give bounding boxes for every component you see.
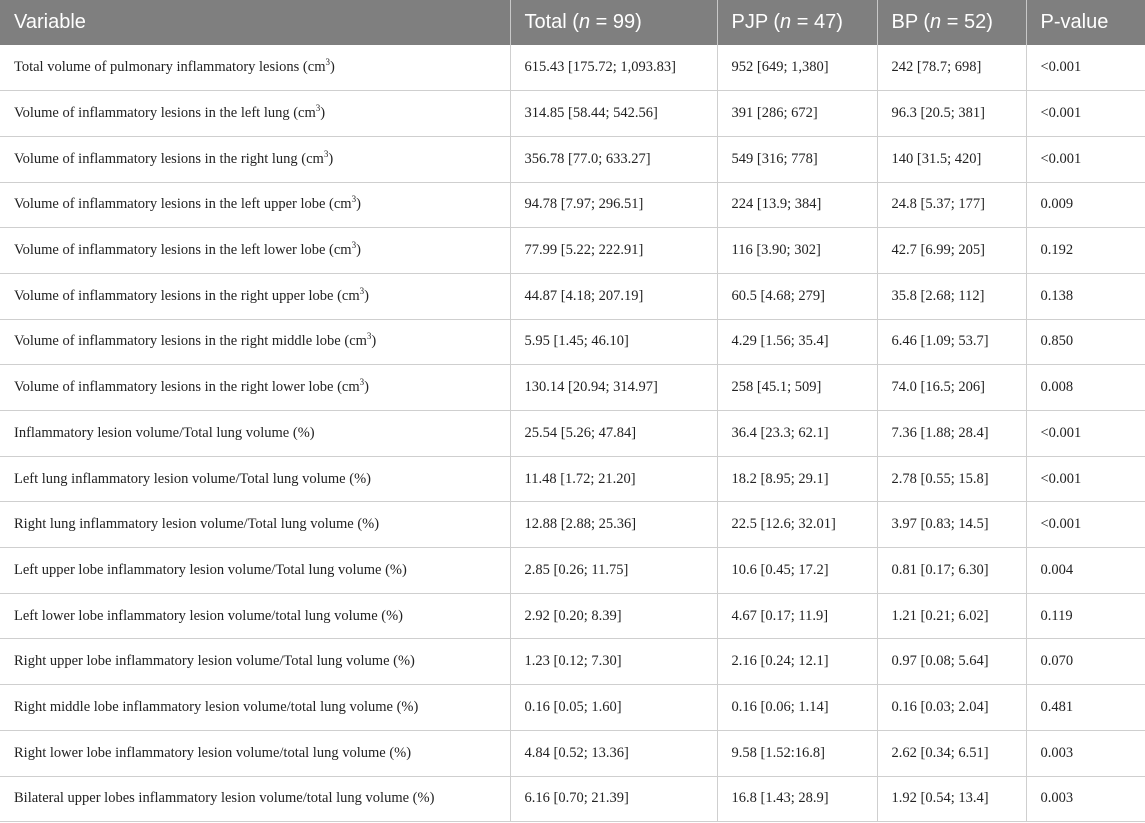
bp-cell: 3.97 [0.83; 14.5] bbox=[877, 502, 1026, 548]
variable-cell bbox=[0, 593, 510, 639]
pvalue-cell: 0.192 bbox=[1026, 228, 1145, 274]
variable-label: Bilateral upper lobes inflammatory lesion volume/total lung volume (%) bbox=[14, 790, 435, 807]
pvalue-cell: <0.001 bbox=[1026, 411, 1145, 457]
pjp-cell: 952 [649; 1,380] bbox=[717, 45, 877, 91]
variable-cell bbox=[0, 456, 510, 502]
total-cell: 356.78 [77.0; 633.27] bbox=[510, 136, 717, 182]
header-variable: Variable bbox=[0, 0, 510, 45]
variable-label: Right lung inflammatory lesion volume/Total lung volume (%) bbox=[14, 516, 380, 533]
total-cell: 6.16 [0.70; 21.39] bbox=[510, 776, 717, 822]
bp-cell: 1.21 [0.21; 6.02] bbox=[877, 593, 1026, 639]
variable-cell bbox=[0, 136, 510, 182]
pjp-cell: 18.2 [8.95; 29.1] bbox=[717, 456, 877, 502]
table-header bbox=[0, 0, 1145, 45]
variable-cell bbox=[0, 365, 510, 411]
unit-superscript: 3 bbox=[359, 285, 365, 296]
bp-cell: 2.78 [0.55; 15.8] bbox=[877, 456, 1026, 502]
table-row bbox=[0, 411, 1145, 457]
unit-superscript: 3 bbox=[351, 240, 357, 251]
pvalue-cell: 0.070 bbox=[1026, 639, 1145, 685]
table-row bbox=[0, 91, 1145, 137]
header-pjp-post: = 47) bbox=[791, 11, 843, 33]
unit-superscript: 3 bbox=[315, 103, 321, 114]
bp-cell: 6.46 [1.09; 53.7] bbox=[877, 319, 1026, 365]
variable-label-tail: ) bbox=[364, 379, 369, 396]
total-cell: 2.92 [0.20; 8.39] bbox=[510, 593, 717, 639]
table-row bbox=[0, 182, 1145, 228]
total-cell: 0.16 [0.05; 1.60] bbox=[510, 685, 717, 731]
bp-cell: 24.8 [5.37; 177] bbox=[877, 182, 1026, 228]
variable-label: Volume of inflammatory lesions in the right lower lobe (cm bbox=[14, 379, 360, 396]
unit-superscript: 3 bbox=[323, 148, 329, 159]
pvalue-cell: 0.481 bbox=[1026, 685, 1145, 731]
unit-superscript: 3 bbox=[325, 57, 330, 68]
variable-label-tail: ) bbox=[356, 196, 361, 213]
table-row bbox=[0, 136, 1145, 182]
total-cell: 130.14 [20.94; 314.97] bbox=[510, 365, 717, 411]
header-pjp bbox=[717, 0, 877, 45]
variable-label-tail: ) bbox=[364, 287, 369, 304]
variable-label: Right upper lobe inflammatory lesion volume/Total lung volume (%) bbox=[14, 653, 415, 670]
bp-cell: 140 [31.5; 420] bbox=[877, 136, 1026, 182]
bp-cell: 96.3 [20.5; 381] bbox=[877, 91, 1026, 137]
pvalue-cell: <0.001 bbox=[1026, 45, 1145, 91]
table-row bbox=[0, 502, 1145, 548]
pvalue-cell: 0.850 bbox=[1026, 319, 1145, 365]
table-row bbox=[0, 365, 1145, 411]
pjp-cell: 16.8 [1.43; 28.9] bbox=[717, 776, 877, 822]
pjp-cell: 22.5 [12.6; 32.01] bbox=[717, 502, 877, 548]
variable-label-tail: ) bbox=[371, 333, 377, 350]
total-cell: 44.87 [4.18; 207.19] bbox=[510, 273, 717, 319]
total-cell: 12.88 [2.88; 25.36] bbox=[510, 502, 717, 548]
header-pvalue: P-value bbox=[1040, 11, 1109, 33]
variable-label: Volume of inflammatory lesions in the left upper lobe (cm bbox=[14, 196, 352, 213]
total-cell: 2.85 [0.26; 11.75] bbox=[510, 548, 717, 594]
pjp-cell: 116 [3.90; 302] bbox=[717, 228, 877, 274]
variable-label: Volume of inflammatory lesions in the left lower lobe (cm bbox=[14, 242, 352, 259]
header-bp bbox=[877, 0, 1026, 45]
bp-cell: 0.16 [0.03; 2.04] bbox=[877, 685, 1026, 731]
pjp-cell: 36.4 [23.3; 62.1] bbox=[717, 411, 877, 457]
variable-cell bbox=[0, 273, 510, 319]
variable-label-tail: ) bbox=[356, 242, 361, 259]
pvalue-cell: <0.001 bbox=[1026, 456, 1145, 502]
pvalue-cell: 0.138 bbox=[1026, 273, 1145, 319]
pjp-cell: 549 [316; 778] bbox=[717, 136, 877, 182]
pvalue-cell: <0.001 bbox=[1026, 91, 1145, 137]
variable-cell bbox=[0, 91, 510, 137]
total-cell: 94.78 [7.97; 296.51] bbox=[510, 182, 717, 228]
pjp-cell: 4.29 [1.56; 35.4] bbox=[717, 319, 877, 365]
total-cell: 77.99 [5.22; 222.91] bbox=[510, 228, 717, 274]
unit-superscript: 3 bbox=[366, 331, 372, 342]
table-row bbox=[0, 639, 1145, 685]
table-row bbox=[0, 548, 1145, 594]
pjp-cell: 9.58 [1.52:16.8] bbox=[717, 730, 877, 776]
variable-cell bbox=[0, 639, 510, 685]
header-row bbox=[0, 0, 1145, 45]
total-cell: 5.95 [1.45; 46.10] bbox=[510, 319, 717, 365]
bp-cell: 0.81 [0.17; 6.30] bbox=[877, 548, 1026, 594]
bp-cell: 7.36 [1.88; 28.4] bbox=[877, 411, 1026, 457]
variable-label: Volume of inflammatory lesions in the left lung (cm bbox=[14, 105, 316, 122]
header-total bbox=[510, 0, 717, 45]
pvalue-cell: 0.003 bbox=[1026, 730, 1145, 776]
total-cell: 615.43 [175.72; 1,093.83] bbox=[510, 45, 717, 91]
variable-label-tail: ) bbox=[329, 59, 335, 76]
header-total-n: n bbox=[578, 11, 591, 33]
table-row bbox=[0, 456, 1145, 502]
variable-label: Right lower lobe inflammatory lesion volume/total lung volume (%) bbox=[14, 744, 412, 761]
variable-cell bbox=[0, 411, 510, 457]
bp-cell: 35.8 [2.68; 112] bbox=[877, 273, 1026, 319]
pjp-cell: 0.16 [0.06; 1.14] bbox=[717, 685, 877, 731]
table-row bbox=[0, 776, 1145, 822]
table-row bbox=[0, 45, 1145, 91]
table-row bbox=[0, 319, 1145, 365]
pjp-cell: 391 [286; 672] bbox=[717, 91, 877, 137]
pvalue-cell: 0.004 bbox=[1026, 548, 1145, 594]
variable-cell bbox=[0, 776, 510, 822]
table-row bbox=[0, 730, 1145, 776]
pjp-cell: 4.67 [0.17; 11.9] bbox=[717, 593, 877, 639]
variable-label-tail: ) bbox=[320, 105, 326, 122]
table-row bbox=[0, 593, 1145, 639]
total-cell: 25.54 [5.26; 47.84] bbox=[510, 411, 717, 457]
pvalue-cell: 0.009 bbox=[1026, 182, 1145, 228]
variable-cell bbox=[0, 502, 510, 548]
variable-cell bbox=[0, 730, 510, 776]
table-row bbox=[0, 228, 1145, 274]
bp-cell: 2.62 [0.34; 6.51] bbox=[877, 730, 1026, 776]
header-bp-post: = 52) bbox=[941, 11, 993, 33]
bp-cell: 242 [78.7; 698] bbox=[877, 45, 1026, 91]
variable-cell bbox=[0, 319, 510, 365]
pvalue-cell: 0.003 bbox=[1026, 776, 1145, 822]
pvalue-cell: <0.001 bbox=[1026, 136, 1145, 182]
variable-label: Total volume of pulmonary inflammatory lesions (cm bbox=[14, 59, 326, 76]
pvalue-cell: <0.001 bbox=[1026, 502, 1145, 548]
pjp-cell: 10.6 [0.45; 17.2] bbox=[717, 548, 877, 594]
total-cell: 1.23 [0.12; 7.30] bbox=[510, 639, 717, 685]
pjp-cell: 2.16 [0.24; 12.1] bbox=[717, 639, 877, 685]
variable-label: Left lung inflammatory lesion volume/Total lung volume (%) bbox=[14, 470, 371, 487]
variable-label: Volume of inflammatory lesions in the right lung (cm bbox=[14, 150, 324, 167]
header-bp-n: n bbox=[930, 11, 942, 33]
table-body bbox=[0, 45, 1145, 822]
pjp-cell: 60.5 [4.68; 279] bbox=[717, 273, 877, 319]
pvalue-cell: 0.119 bbox=[1026, 593, 1145, 639]
bp-cell: 0.97 [0.08; 5.64] bbox=[877, 639, 1026, 685]
variable-cell bbox=[0, 45, 510, 91]
variable-label: Right middle lobe inflammatory lesion volume/total lung volume (%) bbox=[14, 698, 419, 715]
variable-cell bbox=[0, 182, 510, 228]
bp-cell: 1.92 [0.54; 13.4] bbox=[877, 776, 1026, 822]
unit-superscript: 3 bbox=[359, 377, 365, 388]
pjp-cell: 224 [13.9; 384] bbox=[717, 182, 877, 228]
variable-cell bbox=[0, 548, 510, 594]
variable-cell bbox=[0, 685, 510, 731]
variable-label: Left upper lobe inflammatory lesion volume/Total lung volume (%) bbox=[14, 561, 407, 578]
variable-label: Left lower lobe inflammatory lesion volume/total lung volume (%) bbox=[14, 607, 403, 624]
variable-cell bbox=[0, 228, 510, 274]
variable-label: Volume of inflammatory lesions in the right upper lobe (cm bbox=[14, 287, 360, 304]
header-total-pre: Total ( bbox=[524, 11, 579, 33]
unit-superscript: 3 bbox=[351, 194, 357, 205]
bp-cell: 42.7 [6.99; 205] bbox=[877, 228, 1026, 274]
variable-label-tail: ) bbox=[328, 150, 334, 167]
header-total-post: = 99) bbox=[590, 11, 642, 33]
pvalue-cell: 0.008 bbox=[1026, 365, 1145, 411]
total-cell: 11.48 [1.72; 21.20] bbox=[510, 456, 717, 502]
total-cell: 4.84 [0.52; 13.36] bbox=[510, 730, 717, 776]
total-cell: 314.85 [58.44; 542.56] bbox=[510, 91, 717, 137]
bp-cell: 74.0 [16.5; 206] bbox=[877, 365, 1026, 411]
header-pjp-n: n bbox=[780, 11, 792, 33]
pjp-cell: 258 [45.1; 509] bbox=[717, 365, 877, 411]
variable-label: Inflammatory lesion volume/Total lung volume (%) bbox=[14, 424, 315, 441]
table-row bbox=[0, 685, 1145, 731]
table-row bbox=[0, 273, 1145, 319]
header-bp-pre: BP ( bbox=[891, 11, 931, 33]
variable-label: Volume of inflammatory lesions in the right middle lobe (cm bbox=[14, 333, 367, 350]
header-pjp-pre: PJP ( bbox=[731, 11, 781, 33]
